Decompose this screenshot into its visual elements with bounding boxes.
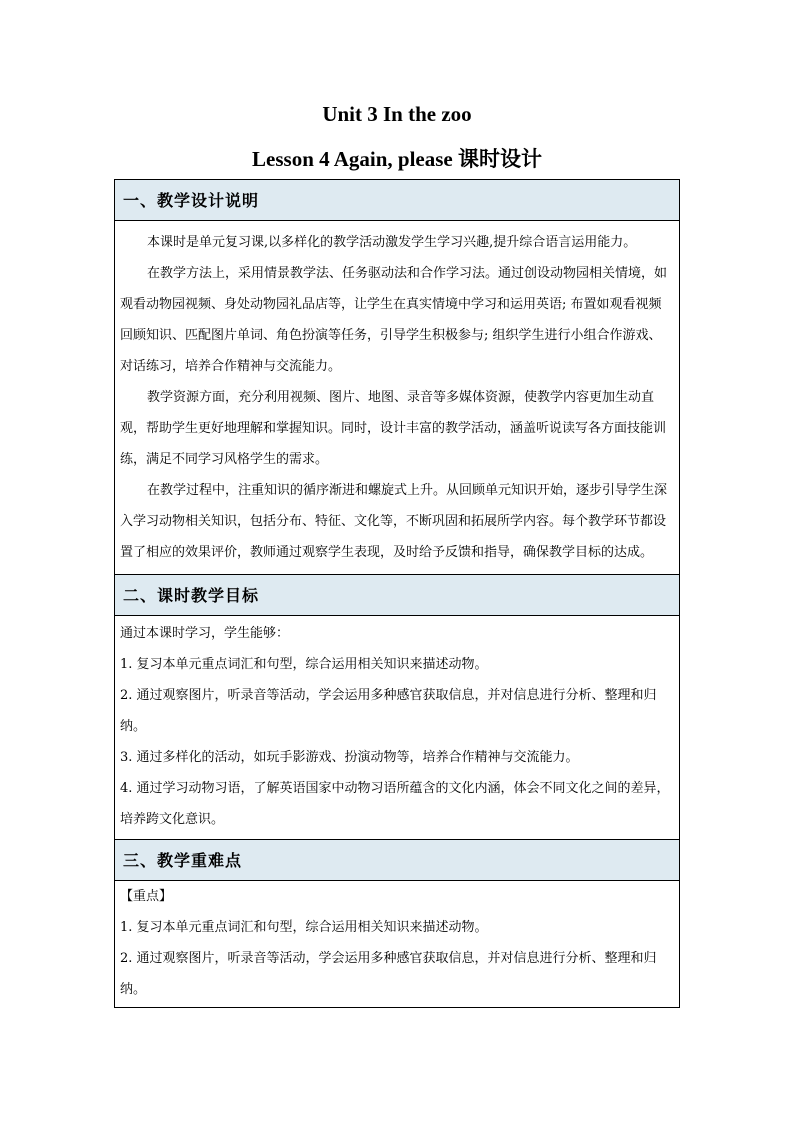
paragraph: 在教学过程中，注重知识的循序渐进和螺旋式上升。从回顾单元知识开始，逐步引导学生深入学习动物相关知识，包括分布、特征、文化等，不断巩固和拓展所学内容。每个教学环节都设置了相应的效果评价，教师通过观察学生表现，及时给予反馈和指导，确保教学目标的达成。 xyxy=(120,483,668,560)
paragraph: 在教学方法上，采用情景教学法、任务驱动法和合作学习法。通过创设动物园相关情境，如观看动物园视频、身处动物园礼品店等，让学生在真实情境中学习和运用英语; 布置如观看视频回顾知识、匹配图片单词、角色扮演等任务，引导学生积极参与; 组织学生进行小组合作游戏、对话练习，培养合作精神与交流能力。 xyxy=(120,266,668,374)
section-heading-objectives: 二、课时教学目标 xyxy=(115,575,679,616)
document-subtitle: Lesson 4 Again, please 课时设计 xyxy=(252,147,542,171)
section-body-key-points xyxy=(115,881,679,1007)
lesson-design-table xyxy=(114,179,680,1008)
section-heading-design-notes: 一、教学设计说明 xyxy=(115,180,679,221)
list-item: 1. 复习本单元重点词汇和句型，综合运用相关知识来描述动物。 xyxy=(120,920,488,935)
key-points-label: 【重点】 xyxy=(120,889,173,904)
paragraph: 本课时是单元复习课,以多样化的教学活动激发学生学习兴趣,提升综合语言运用能力。 xyxy=(147,235,637,250)
list-item: 2. 通过观察图片，听录音等活动，学会运用多种感官获取信息，并对信息进行分析、整理和归纳。 xyxy=(120,688,657,734)
list-item: 4. 通过学习动物习语，了解英语国家中动物习语所蕴含的文化内涵，体会不同文化之间的差异，培养跨文化意识。 xyxy=(120,781,670,827)
list-item: 2. 通过观察图片，听录音等活动，学会运用多种感官获取信息，并对信息进行分析、整理和归纳。 xyxy=(120,951,657,997)
list-item: 3. 通过多样化的活动，如玩手影游戏、扮演动物等，培养合作精神与交流能力。 xyxy=(120,750,579,765)
section-body-design-notes xyxy=(115,221,679,575)
section-body-objectives xyxy=(115,616,679,840)
list-item: 1. 复习本单元重点词汇和句型，综合运用相关知识来描述动物。 xyxy=(120,657,488,672)
section-heading-key-points: 三、教学重难点 xyxy=(115,840,679,881)
list-item: 通过本课时学习，学生能够： xyxy=(120,626,290,641)
document-title: Unit 3 In the zoo xyxy=(322,102,472,126)
paragraph: 教学资源方面，充分利用视频、图片、地图、录音等多媒体资源，使教学内容更加生动直观，帮助学生更好地理解和掌握知识。同时，设计丰富的教学活动，涵盖听说读写各方面技能训练，满足不同学习风格学生的需求。 xyxy=(120,390,667,467)
